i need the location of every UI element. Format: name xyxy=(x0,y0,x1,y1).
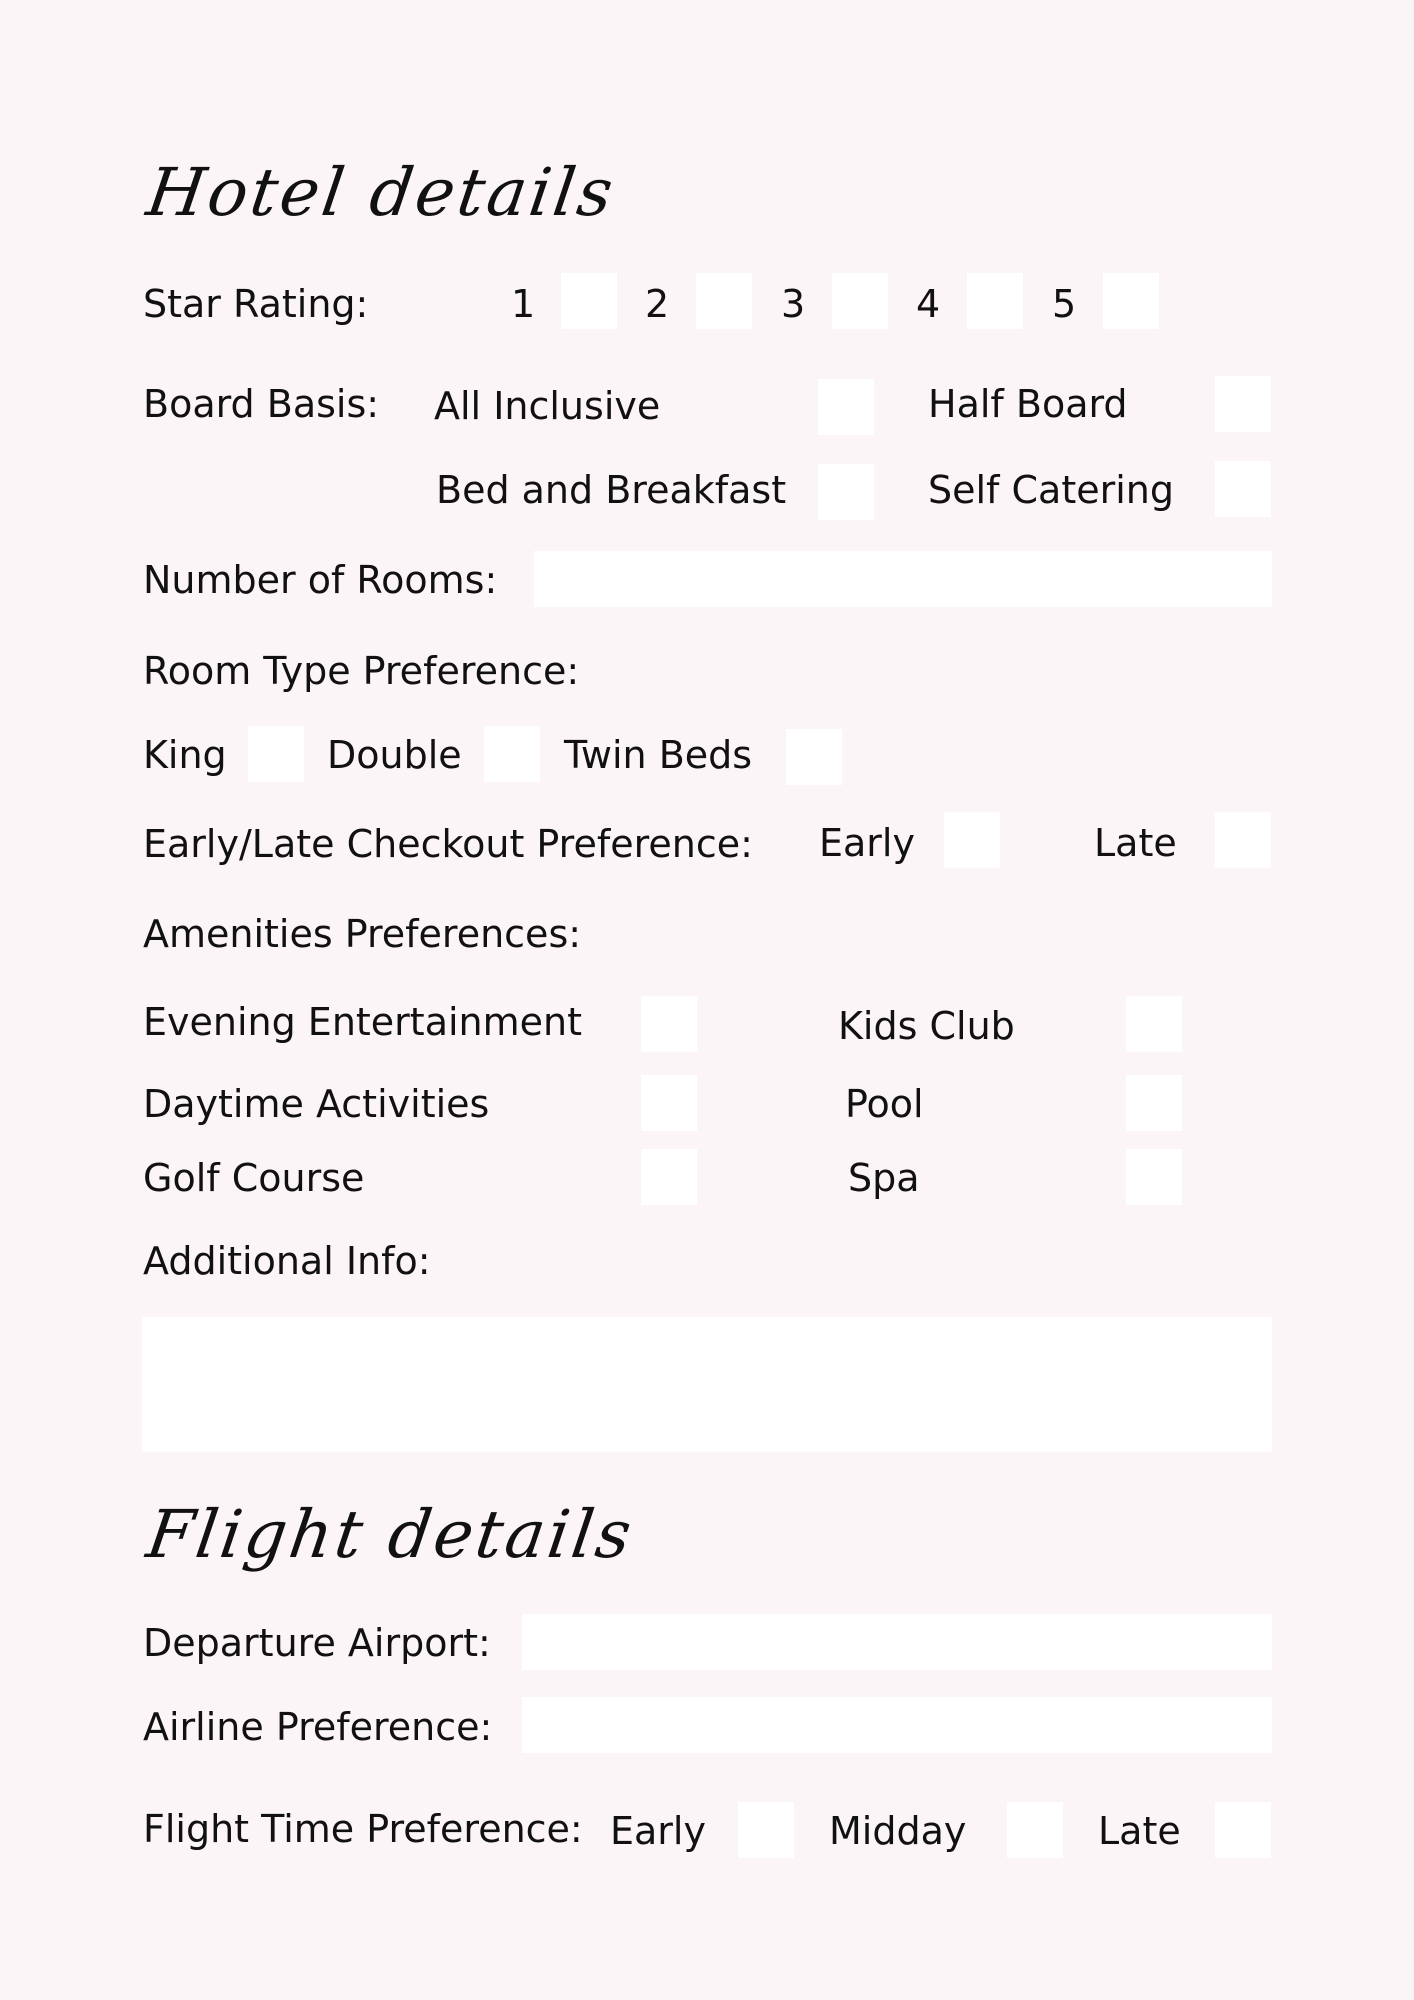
star-4-checkbox[interactable] xyxy=(967,273,1023,329)
amenity-daytime-activities-label: Daytime Activities xyxy=(143,1082,490,1126)
room-twin-beds-checkbox[interactable] xyxy=(786,729,842,785)
star-1-checkbox[interactable] xyxy=(561,273,617,329)
board-all-inclusive-label: All Inclusive xyxy=(434,384,661,428)
flight-time-midday-label: Midday xyxy=(829,1809,967,1853)
amenity-evening-entertainment-label: Evening Entertainment xyxy=(143,1000,583,1044)
checkout-late-checkbox[interactable] xyxy=(1215,812,1271,868)
flight-time-label: Flight Time Preference: xyxy=(143,1807,583,1851)
amenity-daytime-activities-checkbox[interactable] xyxy=(641,1075,697,1131)
star-3-checkbox[interactable] xyxy=(832,273,888,329)
checkout-early-label: Early xyxy=(819,821,915,865)
board-basis-label: Board Basis: xyxy=(143,382,380,426)
star-option-4-label: 4 xyxy=(916,282,941,326)
hotel-details-heading: Hotel details xyxy=(142,154,621,231)
flight-details-heading: Flight details xyxy=(142,1496,639,1573)
additional-info-label: Additional Info: xyxy=(143,1239,431,1283)
star-option-5-label: 5 xyxy=(1052,282,1077,326)
airline-preference-input[interactable] xyxy=(522,1697,1272,1753)
checkout-early-checkbox[interactable] xyxy=(944,812,1000,868)
board-all-inclusive-checkbox[interactable] xyxy=(818,379,874,435)
airline-preference-label: Airline Preference: xyxy=(143,1705,493,1749)
flight-time-late-label: Late xyxy=(1098,1809,1181,1853)
additional-info-textarea[interactable] xyxy=(142,1317,1272,1452)
flight-time-early-checkbox[interactable] xyxy=(738,1802,794,1858)
board-half-board-checkbox[interactable] xyxy=(1215,376,1271,432)
amenity-spa-label: Spa xyxy=(848,1156,920,1200)
amenity-pool-checkbox[interactable] xyxy=(1126,1075,1182,1131)
departure-airport-label: Departure Airport: xyxy=(143,1621,491,1665)
amenity-evening-entertainment-checkbox[interactable] xyxy=(641,996,697,1052)
number-of-rooms-label: Number of Rooms: xyxy=(143,558,498,602)
amenity-golf-course-label: Golf Course xyxy=(143,1156,365,1200)
room-twin-beds-label: Twin Beds xyxy=(564,733,753,777)
room-king-label: King xyxy=(143,733,227,777)
amenity-pool-label: Pool xyxy=(845,1082,924,1126)
star-option-1-label: 1 xyxy=(511,282,536,326)
flight-time-late-checkbox[interactable] xyxy=(1215,1802,1271,1858)
amenity-golf-course-checkbox[interactable] xyxy=(641,1149,697,1205)
star-2-checkbox[interactable] xyxy=(696,273,752,329)
checkout-preference-label: Early/Late Checkout Preference: xyxy=(143,822,753,866)
board-bed-breakfast-checkbox[interactable] xyxy=(818,464,874,520)
room-double-checkbox[interactable] xyxy=(484,726,540,782)
star-option-2-label: 2 xyxy=(645,282,670,326)
checkout-late-label: Late xyxy=(1094,821,1177,865)
flight-time-midday-checkbox[interactable] xyxy=(1007,1802,1063,1858)
star-rating-label: Star Rating: xyxy=(143,282,369,326)
flight-time-early-label: Early xyxy=(610,1809,706,1853)
amenity-kids-club-label: Kids Club xyxy=(838,1004,1015,1048)
star-5-checkbox[interactable] xyxy=(1103,273,1159,329)
room-type-label: Room Type Preference: xyxy=(143,649,580,693)
amenities-label: Amenities Preferences: xyxy=(143,912,582,956)
amenity-kids-club-checkbox[interactable] xyxy=(1126,996,1182,1052)
room-king-checkbox[interactable] xyxy=(248,726,304,782)
board-bed-breakfast-label: Bed and Breakfast xyxy=(436,468,787,512)
amenity-spa-checkbox[interactable] xyxy=(1126,1149,1182,1205)
board-half-board-label: Half Board xyxy=(928,382,1128,426)
board-self-catering-checkbox[interactable] xyxy=(1215,461,1271,517)
board-self-catering-label: Self Catering xyxy=(928,468,1174,512)
departure-airport-input[interactable] xyxy=(522,1614,1272,1670)
number-of-rooms-input[interactable] xyxy=(534,551,1272,607)
room-double-label: Double xyxy=(327,733,462,777)
star-option-3-label: 3 xyxy=(781,282,806,326)
